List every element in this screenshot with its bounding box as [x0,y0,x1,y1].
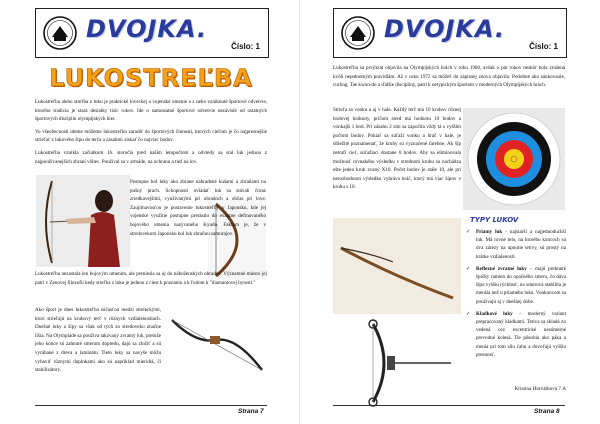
masthead-title: DVOJKA. [86,15,208,43]
masthead [333,8,567,58]
bow-description: - najstarší a najjednoduchší luk. Má rovné telo, na ktorého koncoch sú dva zárezy na upnutie tetivy, sú prostý na krátke vzdialenosti. [476,229,566,260]
bow-description: – moderný variant prepracovaný kladkami. Tetiva sa skladá zo vedená cez excentrické nesúmerné prevodné kolesá. Tie pôsobia ako páka a menia pri tom silu ťahu a dovoľujú vyššiu presnosť. [476,310,566,358]
footer-rule [333,405,565,406]
page-number: Strana 8 [534,408,560,415]
issue-number: Číslo: 1 [231,42,260,51]
bow-description: – majú prehnuté špičky ramien do opačného smeru, čo dáva šípu vyššiu rýchlosť, no smerová stabilita je menšia než u priameho luku. Vonkoncom sa používajú aj v dnešnej dobe. [476,265,566,305]
list-item [466,228,566,261]
paragraph: Lukostreľba alebo streľba z luku je praktické loveckej a vojenské umenie a z neho vzniknuté športové odvetvie, ktorého tradícia je stará desiatky tisíc rokov. Ide o samostatné športové odvetvie nezávislé od ostatných športových disciplín olympijských hier. [35,99,267,123]
recurve-bow-photo [166,300,266,386]
archer-woman-photo [36,175,130,267]
masthead-title: DVOJKA. [384,15,506,43]
bow-types-list [466,228,566,363]
issue-number: Číslo: 1 [529,42,558,51]
religion-text [35,270,267,291]
page-number: Strana 7 [238,408,264,415]
school-logo-icon [42,15,78,51]
history-text [130,178,266,242]
paragraph: Lukostreľba sa prvýkrát objavila na Olympijských hrách v roku 1900, avšak o pár rokov neskôr bola zrušená kvôli nejednotným pravidlám. Až v roku 1972 sa môžeš do zápisnej znova objavila. Podobne ako sánkovanie, curling. Tae kwon-do a ďalšie disciplíny, patrí k netypickým športom v moderných Olympijských hrách. [333,65,565,89]
target-text [333,106,461,196]
bow-name: Kladkové luky [476,310,513,317]
paragraph: Strieľa sa vonku a aj v hale. Každý terč má 10 kruhov rôznej bodovej hodnoty, pričom stred má hodnotu 10 bodov a vonkajší 1 bod. Pri zásahu 2 zón sa započíta vždy tá s vyšším počtom bodov. Pokiaľ sa súťaží vonku a hráč v hale, je dôležité poznamenať, že kruhy sú vyznačené farebne. Ak šíp netrafí cieľ, súťažiaci dostane 0 bodov. Aby sa eliminovala možnosť rovnakého výsledku v strednom kruhu sa nachádza ešte jeden kruh zvaný X10. Počet bodov je stále 10, ale pri nerozhodnom výsledku vyhráva hráč, ktorý má viac šípov v kruhu s 10. [333,107,461,191]
bow-types-heading: TYPY LUKOV [470,216,519,224]
bow-name: Priamy luk [476,229,503,235]
archery-target-photo [463,108,565,210]
footer-rule [35,405,267,406]
check-icon: ✓ [466,229,471,235]
list-item [466,310,566,359]
check-icon: ✓ [466,265,471,272]
article-title: LUKOSTREĽBA [49,64,253,92]
article-author: Kristína Horváthová 7.A [514,386,566,392]
wooden-bow-photo [333,218,461,314]
paragraph: Ako šport je dnes lukostreľba súčasťou medzi streleckými, ktorí strieľajú na kruhový terč v rôznych vzdialenostiach. Dnešné luky a šípy sa však od tých zo stredoveku značne líšia. Na Olympiáde sa používa takzvaný zvratný luk, pretože jeho konce sú zahnuté smerom dopredu, dajú sa zložiť a sú vyrábané z dreva a laminátu. Tieto luky sa navyše môžu vybaviť rôznymi doplnkami ako sú napríklad mieridlá, či stabilizátory. [35,307,161,374]
intro-text [35,98,267,170]
olympics-text [333,64,565,94]
masthead [35,8,269,58]
page-8 [300,0,600,424]
paragraph: Lukostreľba nezostala len bojovým umením, ale preniesla sa aj do náboženských obradov. Významné miesto jej patrí v Zenovej filozofii kedy streľba z luku je jednou z ciest k poznaniu a k ľudom k "diamantovej bytosti." [35,271,267,286]
paragraph: Lukostreľba vznikla začiatkom 16. storočia pred naším letopočtom a odvtedy sa stal luk jednou z najpoužívanejších zbraní vôbec. Používal sa v armáde, na ochranu a tiež na lov. [35,149,267,165]
bow-name: Reflexné zvratné luky [476,265,527,272]
paragraph: Postupne bol luky ako zbrane nahradené kušami a zbraňami na pušný prach. Schopnosti ovládať luk sa stávali čoraz zriedkavejšími, využívanými pri obradoch a občas pri love. Zaujímavosťou je postavenie lukostreľby v Japonsku, kde jej vojenské využitie postupne prerástlo do exaktne definovaného bojového umenia nazývaného Kyudo. Faktom je, že v stredovekom Japonsku bol luk zbraňou samurajov. [130,179,266,237]
check-icon: ✓ [466,310,471,317]
sport-text [35,306,161,379]
compound-bow-photo [333,318,461,408]
list-item [466,265,566,306]
school-logo-icon [340,15,376,51]
paragraph: Vo všeobecnosti ideme môžeme lukostreľbu zaradiť do športových činností, ktorých cieľom je čo najpresnejšie strieľať z lukového šípu do terča a zásahmi získať čo najviac bodov. [35,128,267,144]
